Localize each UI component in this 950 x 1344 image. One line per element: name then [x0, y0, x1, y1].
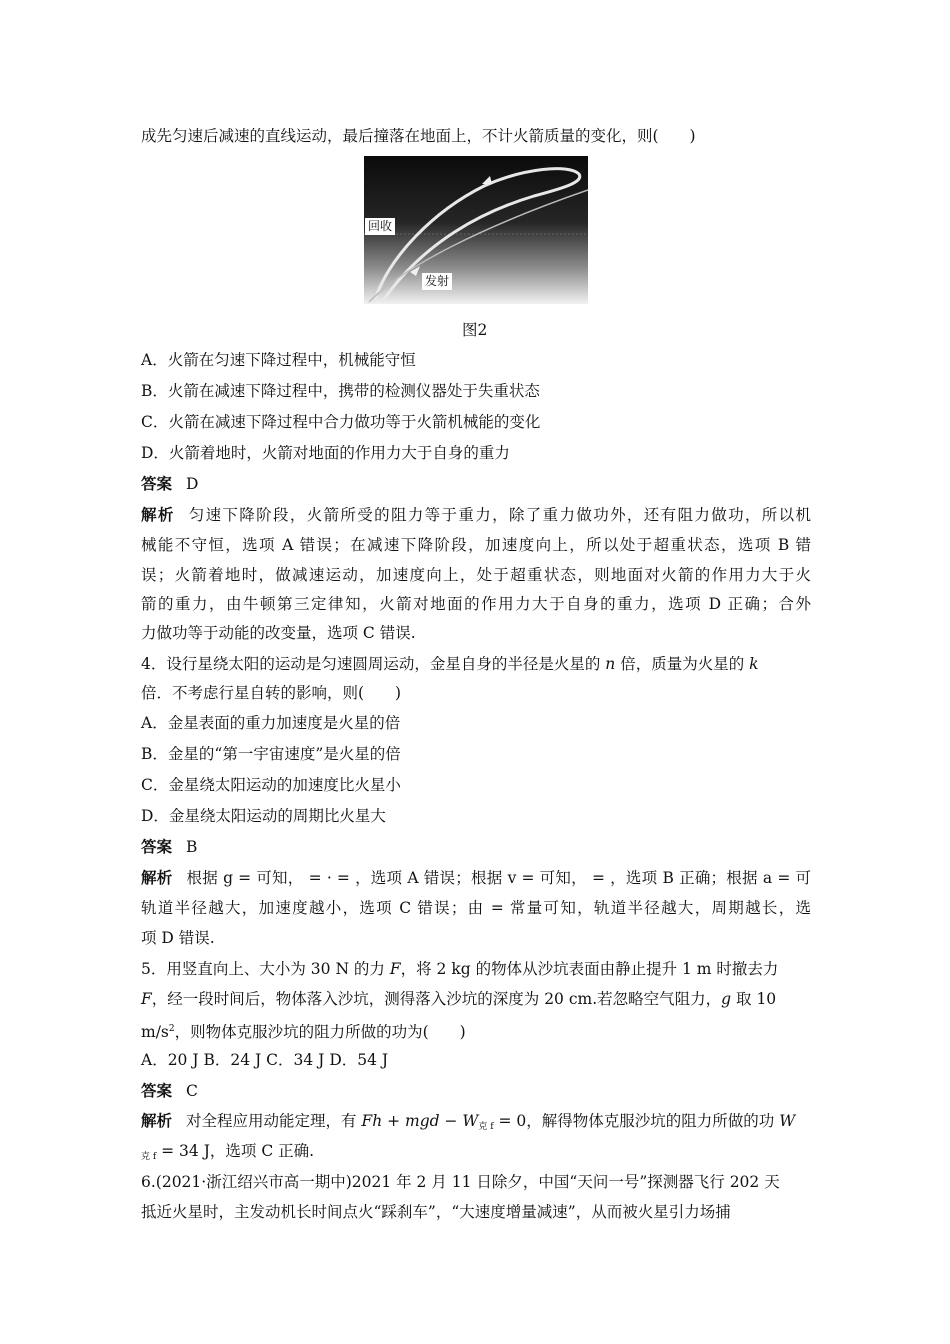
- q4-option-c: C．金星绕太阳运动的加速度比火星小: [141, 776, 401, 794]
- answer-label: 答案: [141, 474, 173, 493]
- q3-analysis-line-4: 箭的重力，由牛顿第三定律知，火箭对地面的作用力大于自身的重力，选项 D 正确；合外: [141, 595, 811, 613]
- answer-label: 答案: [141, 1081, 173, 1100]
- q3-option-b: B．火箭在减速下降过程中，携带的检测仪器处于失重状态: [141, 382, 540, 400]
- q5-stem-line-1: 5．用竖直向上、大小为 30 N 的力 F，将 2 kg 的物体从沙坑表面由静止提升 1 m 时撤去力: [141, 960, 779, 978]
- q5-analysis-line-2: $_{克 f}$ = 34 J，选项 C 正确.: [141, 1142, 315, 1162]
- q3-stem-tail: 成先匀速后减速的直线运动，最后撞落在地面上，不计火箭质量的变化，则( ): [141, 127, 696, 145]
- q3-answer: [141, 474, 198, 494]
- q6-stem-line-2: 抵近火星时，主发动机长时间点火“踩刹车”，“大速度增量减速”，从而被火星引力场捕: [141, 1203, 731, 1221]
- q4-analysis-line-1: 解析 根据 g = 可知， = · = ，选项 A 错误；根据 v = 可知， = ，选项 B 正确；根据 a = 可: [141, 868, 811, 887]
- answer-value: C: [186, 1082, 198, 1100]
- q4-option-a: A．金星表面的重力加速度是火星的倍: [141, 714, 401, 732]
- q5-analysis-line-1: 解析 对全程应用动能定理，有 Fh + mgd − $W_{克 f} = 0$，解得物体克服沙坑的阻力所做的功 W: [141, 1111, 796, 1132]
- answer-value: B: [186, 838, 198, 856]
- answer-value: D: [186, 475, 199, 493]
- label-launch: 发射: [422, 273, 452, 290]
- rocket-trajectory-figure: [364, 156, 588, 304]
- q3-option-c: C．火箭在减速下降过程中合力做功等于火箭机械能的变化: [141, 413, 541, 431]
- trajectory-image: [364, 156, 588, 304]
- q5-options: A．20 J B．24 J C．34 J D．54 J: [141, 1051, 389, 1069]
- q5-answer: [141, 1081, 198, 1101]
- q3-analysis-line-1: 解析 匀速下降阶段，火箭所受的阻力等于重力，除了重力做功外，还有阻力做功，所以机: [141, 505, 811, 524]
- q3-analysis-line-2: 械能不守恒，选项 A 错误；在减速下降阶段，加速度向上，所以处于超重状态，选项 B 错: [141, 536, 811, 554]
- q5-stem-line-3: $m/s^2$，则物体克服沙坑的阻力所做的功为( ): [141, 1023, 466, 1041]
- q3-analysis-line-5: 力做功等于动能的改变量，选项 C 错误.: [141, 624, 416, 642]
- answer-label: 答案: [141, 837, 173, 856]
- q4-option-b: B．金星的“第一宇宙速度”是火星的倍: [141, 745, 401, 763]
- q4-stem-line-1: 4．设行星绕太阳的运动是匀速圆周运动，金星自身的半径是火星的 n 倍，质量为火星的 k: [141, 655, 759, 673]
- q5-stem-line-2: F，经一段时间后，物体落入沙坑，测得落入沙坑的深度为 20 cm.若忽略空气阻力，g 取 10: [141, 990, 777, 1008]
- q4-analysis-line-2: 轨道半径越大，加速度越小，选项 C 错误；由 = 常量可知，轨道半径越大，周期越长，选: [141, 899, 811, 917]
- q4-stem-line-2: 倍．不考虑行星自转的影响，则( ): [141, 684, 402, 702]
- analysis-label: 解析: [141, 505, 175, 524]
- q4-option-d: D．金星绕太阳运动的周期比火星大: [141, 807, 386, 825]
- analysis-label: 解析: [141, 868, 173, 887]
- q3-option-d: D．火箭着地时，火箭对地面的作用力大于自身的重力: [141, 444, 510, 462]
- label-recover: 回收: [365, 218, 395, 235]
- q3-option-a: A．火箭在匀速下降过程中，机械能守恒: [141, 351, 416, 369]
- q4-answer: [141, 837, 197, 857]
- q4-analysis-line-3: 项 D 错误.: [141, 929, 215, 947]
- figure-caption: 图2: [462, 321, 488, 339]
- q3-analysis-line-3: 误；火箭着地时，做减速运动，加速度向上，处于超重状态，则地面对火箭的作用力大于火: [141, 566, 811, 584]
- analysis-label: 解析: [141, 1111, 173, 1130]
- q6-stem-line-1: 6.(2021·浙江绍兴市高一期中)2021 年 2 月 11 日除夕，中国“天问一号”探测器飞行 202 天: [141, 1173, 780, 1191]
